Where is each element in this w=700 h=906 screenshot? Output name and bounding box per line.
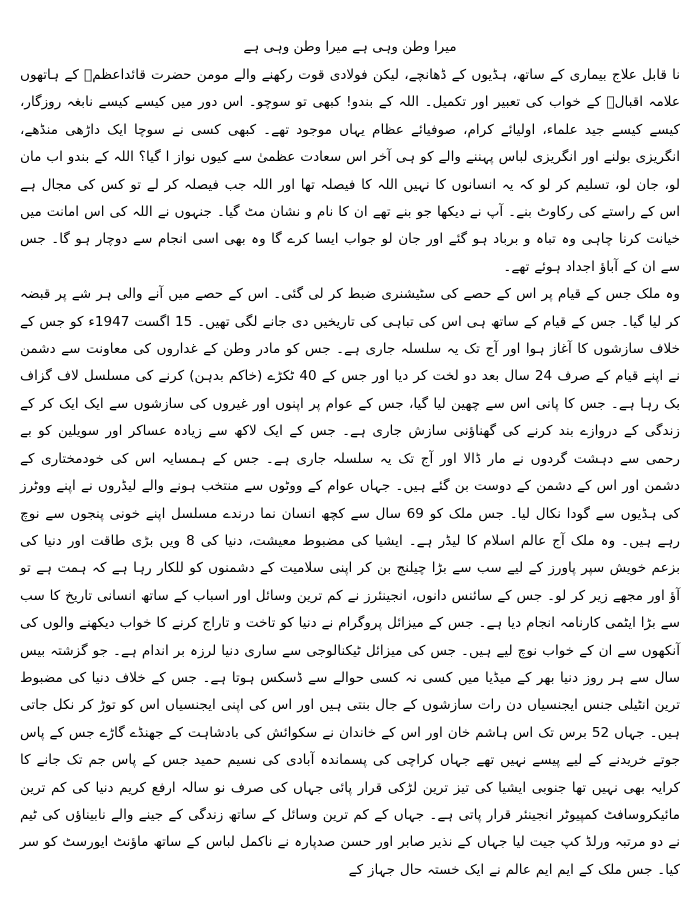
page-title: میرا وطن وہی ہے میرا وطن وہی ہے: [243, 39, 457, 55]
paragraph-1: نا قابل علاج بیماری کے ساتھ، ہڈیوں کے ڈھانچے، لیکن فولادی قوت رکھنے والے مومن حضرت قائداعظمؒ کے ہاتھوں علامہ اقبالؒ کے خواب کی تعبیر اور تکمیل۔ اللہ کے بندو! کبھی تو سوچو۔ اس دور میں کیسے کیسے نابغہ روزگار، کیسے کیسے جید علماء، اولیائے کرام، صوفیائے عظام یہاں موجود تھے۔ کبھی کسی نے سوچا ایک داڑھی منڈھے، انگریزی بولنے اور انگریزی لباس پہننے والے کو ہی آخر اس سعادت عظمیٰ سے کیوں نواز ا گیا؟ اللہ کے بندو اب مان لو، جان لو، تسلیم کر لو کہ یہ انسانوں کا نہیں اللہ کا فیصلہ تھا اور اللہ جب فیصلہ کر لے تو کس کی مجال ہے اس کے راستے کی رکاوٹ بنے۔ آپ نے دیکھا جو بنے تھے ان کا نام و نشان مٹ گیا۔ جنہوں نے اللہ کی اس امانت میں خیانت کرنا چاہی وہ تباہ و برباد ہو گئے اور جان لو جواب ایسا کرے گا وہ بھی اسی انجام سے دوچار ہو گا۔ جس سے ان کے آباؤ اجداد ہوئے تھے۔: [20, 67, 680, 275]
paragraph-2: وہ ملک جس کے قیام پر اس کے حصے کی سٹیشنری ضبط کر لی گئی۔ اس کے حصے میں آنے والی ہر شے پر قبضہ کر لیا گیا۔ جس کے قیام کے ساتھ ہی اس کی تباہی کی تاریخیں دی جانے لگی تھیں۔ 15 اگست 1947ء کو جس کے خلاف سازشوں کا آغاز ہوا اور آج تک یہ سلسلہ جاری ہے۔ جس کو مادر وطن کے غداروں کی معاونت سے دشمن نے اپنے قیام کے صرف 24 سال بعد دو لخت کر دیا اور جس کے 40 ٹکڑے (خاکم بدہن) کرنے کی مسلسل لاف گزاف بک رہا ہے۔ جس کا پانی اس سے چھین لیا گیا، جس کے عوام پر اپنوں اور غیروں کی سازشوں سے ایک ایک کر کے زندگی کے دروازے بند کرنے کی گھناؤنی سازش جاری ہے۔ جس کے ایک لاکھ سے زیادہ عساکر اور سویلین کو بے رحمی سے دہشت گردوں نے مار ڈالا اور آج تک یہ سلسلہ جاری ہے۔ جس کے ہمسایہ اس کی خودمختاری کے دشمن اور اس کے دشمن کے دوست بن گئے ہیں۔ جہاں عوام کے ووٹوں سے منتخب ہونے والے لیڈروں نے اپنے ووٹرز کی ہڈیوں سے گودا نکال لیا۔ جس ملک کو 69 سال سے کچھ انسان نما درندے مسلسل اپنے خونی پنجوں سے نوچ رہے ہیں۔ وہ ملک آج عالم اسلام کا لیڈر ہے۔ ایشیا کی مضبوط معیشت، دنیا کی 8 ویں بڑی طاقت اور دنیا کی بزعم خویش سپر پاورز کے لیے سب سے بڑا چیلنج بن کر اپنی سلامیت کے دشمنوں کو للکار رہا ہے کہ ہمت ہے تو آؤ اور مجھے زیر کر لو۔ جس کے سائنس دانوں، انجینئرز نے کم ترین وسائل اور اسباب کے ساتھ انسانی تاریخ کا سب سے بڑا ایٹمی کارنامہ انجام دیا ہے۔ جس کے میزائل پروگرام نے دنیا کو تاخت و تاراج کرنے کا خواب دیکھنے والوں کی آنکھوں سے ان کے خواب نوچ لیے ہیں۔ جس کی میزائل ٹیکنالوجی سے ساری دنیا لرزہ بر اندام ہے۔ جو گزشتہ بیس سال سے ہر روز دنیا بھر کے میڈیا میں کسی نہ کسی حوالے سے ڈسکس ہوتا ہے۔ جس کے خلاف دنیا کی مضبوط ترین انٹیلی جنس ایجنسیاں دن رات سازشوں کے جال بنتی ہیں اور اس کی اپنی ایجنسیاں اس کو توڑ کر نکل جاتی ہیں۔ جہاں 52 برس تک اس ہاشم خان اور اس کے خاندان نے سکوائش کی بادشاہت کے جھنڈے گاڑے جس کے پاس جوتے خریدنے کے لیے پیسے نہیں تھے جہاں کراچی کی پسماندہ آبادی کی نسیم حمید جس کے پاس جم تک جانے کا کرایہ بھی نہیں تھا جنوبی ایشیا کی تیز ترین لڑکی قرار پائی جہاں کی صرف نو سالہ ارفع کریم دنیا کی کم ترین مائیکروسافٹ کمپیوٹر انجینئر قرار پاتی ہے۔ جہاں کے کم ترین وسائل کے ساتھ زندگی کے جینے والے نابیناؤں کی ٹیم نے دو مرتبہ ورلڈ کپ جیت لیا جہاں کے نذیر صابر اور حسن صدپارہ نے ناکمل لباس کے ساتھ ماؤنٹ ایورسٹ کو سر کیا۔ جس ملک کے ایم ایم عالم نے ایک خستہ حال جہاز کے: [20, 286, 681, 878]
